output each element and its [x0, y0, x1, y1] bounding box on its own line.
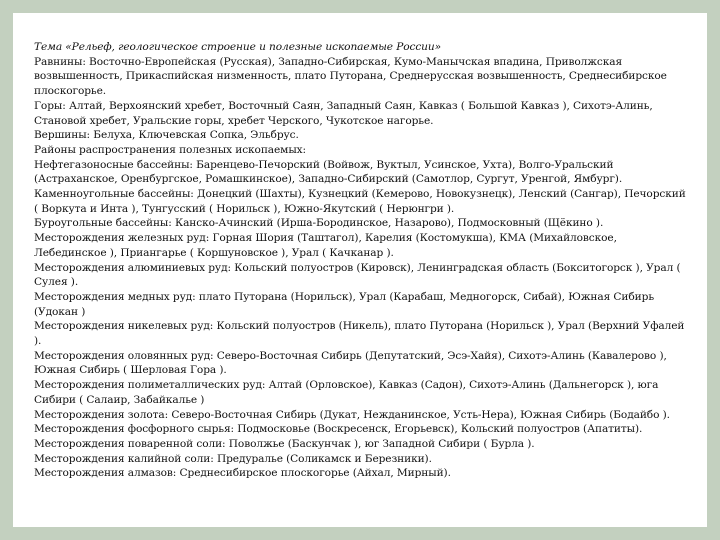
paragraph-table-salt: Месторождения поваренной соли: Поволжье (Баскунчак ), юг Западной Сибири ( Бурла ).	[34, 437, 535, 450]
paragraph-potash: Месторождения калийной соли: Предуралье (Соликамск и Березники).	[34, 452, 432, 465]
paragraph-aluminium: Месторождения алюминиевых руд: Кольский полуостров (Кировск), Ленинградская область (Бокситогорск ), Урал ( Сулея ).	[34, 261, 681, 289]
paragraph-tin: Месторождения оловянных руд: Северо-Восточная Сибирь (Депутатский, Эсэ-Хайя), Сихотэ-Алинь (Кавалерово ), Южная Сибирь ( Шерловая Гора ).	[34, 349, 667, 377]
paragraph-copper: Месторождения медных руд: плато Путорана (Норильск), Урал (Карабаш, Медногорск, Сибай), Южная Сибирь (Удокан )	[34, 290, 654, 318]
document-title: Тема «Рельеф, геологическое строение и полезные ископаемые России»	[34, 41, 442, 53]
paragraph-coal: Каменноугольные бассейны: Донецкий (Шахты), Кузнецкий (Кемерово, Новокузнецк), Ленский (Сангар), Печорский ( Воркута и Инта ), Тунгусский ( Норильск ), Южно-Якутский ( Нерюнгри ).	[34, 188, 686, 215]
paragraph-peaks: Вершины: Белуха, Ключевская Сопка, Эльбрус.	[34, 129, 299, 142]
paragraph-brown-coal: Буроугольные бассейны: Канско-Ачинский (Ирша-Бородинское, Назарово), Подмосковный (Щёкино ).	[34, 217, 604, 230]
paragraph-nickel: Месторождения никелевых руд: Кольский полуостров (Никель), плато Путорана (Норильск ), Урал (Верхний Уфалей ).	[34, 320, 685, 348]
paragraph-mountains: Горы: Алтай, Верхоянский хребет, Восточный Саян, Западный Саян, Кавказ ( Большой Кавказ ), Сихотэ-Алинь, Становой хребет, Уральские горы, хребет Черского, Чукотское нагорье.	[34, 99, 653, 127]
paragraph-polymetallic: Месторождения полиметаллических руд: Алтай (Орловское), Кавказ (Садон), Сихотэ-Алинь (Дальнегорск ), юга Сибири ( Салаир, Забайкалье )	[34, 379, 659, 406]
paragraph-gold: Месторождения золота: Северо-Восточная Сибирь (Дукат, Нежданинское, Усть-Нера), Южная Сибирь (Бодайбо ).	[34, 408, 670, 421]
document-body	[34, 40, 686, 481]
paragraph-diamonds: Месторождения алмазов: Среднесибирское плоскогорье (Айхал, Мирный).	[34, 467, 451, 480]
paragraph-iron: Месторождения железных руд: Горная Шория (Таштагол), Карелия (Костомукша), КМА (Михайловское, Лебединское ), Приангарье ( Коршуновское ), Урал ( Качканар ).	[34, 232, 617, 259]
paragraph-mineral-areas: Районы распространения полезных ископаемых:	[34, 143, 306, 156]
paragraph-phosphorus: Месторождения фосфорного сырья: Подмосковье (Воскресенск, Егорьевск), Кольский полуостров (Апатиты).	[34, 423, 643, 436]
paragraph-plains: Равнины: Восточно-Европейская (Русская), Западно-Сибирская, Кумо-Манычская впадина, Приволжская возвышенность, Прикаспийская низменность, плато Путорана, Среднерусская возвышенность, Среднесибирское плоскогорье.	[34, 55, 667, 98]
paragraph-oil-gas: Нефтегазоносные бассейны: Баренцево-Печорский (Войвож, Вуктыл, Усинское, Ухта), Волго-Уральский (Астраханское, Оренбургское, Ромашкинское), Западно-Сибирский (Самотлор, Сургут, Уренгой, Ямбург).	[34, 158, 623, 186]
document-page	[14, 14, 706, 526]
